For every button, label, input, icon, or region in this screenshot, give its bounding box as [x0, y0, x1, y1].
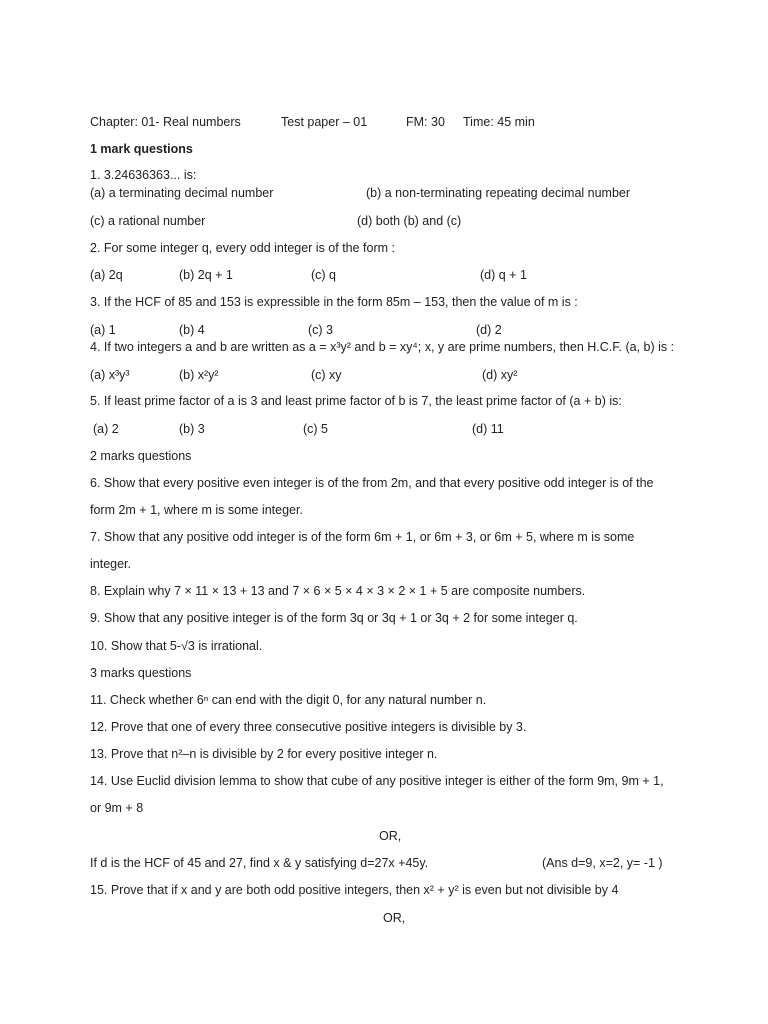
- section-heading-1-mark: 1 mark questions: [90, 142, 193, 156]
- question-7-line-2: integer.: [90, 557, 132, 571]
- question-3-option-d: (d) 2: [476, 323, 502, 337]
- section-heading-3-marks: 3 marks questions: [90, 666, 192, 680]
- question-2-option-a: (a) 2q: [90, 268, 123, 282]
- question-5-option-b: (b) 3: [179, 422, 205, 436]
- question-14-answer: (Ans d=9, x=2, y= -1 ): [542, 856, 663, 870]
- question-2-option-d: (d) q + 1: [480, 268, 527, 282]
- question-15-line-1: 15. Prove that if x and y are both odd positive integers, then x² + y² is even but not divisible by 4: [90, 883, 619, 897]
- question-8: 8. Explain why 7 × 11 × 13 + 13 and 7 × 6 × 5 × 4 × 3 × 2 × 1 + 5 are composite numbers.: [90, 584, 586, 598]
- question-5-option-c: (c) 5: [303, 422, 328, 436]
- question-4-stem: 4. If two integers a and b are written as a = x³y² and b = xy⁴; x, y are prime numbers, then H.C.F. (a, b) is :: [90, 340, 675, 354]
- question-3-option-b: (b) 4: [179, 323, 205, 337]
- question-4-option-a: (a) x³y³: [90, 368, 130, 382]
- question-4-option-d: (d) xy²: [482, 368, 518, 382]
- test-paper-number: Test paper – 01: [281, 115, 368, 129]
- question-15-or: OR,: [383, 911, 406, 925]
- question-4-option-b: (b) x²y²: [179, 368, 219, 382]
- question-3-option-c: (c) 3: [308, 323, 333, 337]
- question-5-option-d: (d) 11: [472, 422, 504, 436]
- question-6-line-2: form 2m + 1, where m is some integer.: [90, 503, 303, 517]
- question-5-option-a: (a) 2: [93, 422, 119, 436]
- question-1-option-d: (d) both (b) and (c): [357, 214, 462, 228]
- question-1-option-a: (a) a terminating decimal number: [90, 186, 274, 200]
- question-9: 9. Show that any positive integer is of the form 3q or 3q + 1 or 3q + 2 for some integer q.: [90, 611, 578, 625]
- section-heading-2-marks: 2 marks questions: [90, 449, 192, 463]
- question-14-alternative: If d is the HCF of 45 and 27, find x & y satisfying d=27x +45y.: [90, 856, 429, 870]
- chapter-title: Chapter: 01- Real numbers: [90, 115, 241, 129]
- question-4-option-c: (c) xy: [311, 368, 342, 382]
- question-12: 12. Prove that one of every three consecutive positive integers is divisible by 3.: [90, 720, 527, 734]
- question-14-line-1: 14. Use Euclid division lemma to show that cube of any positive integer is either of the form 9m, 9m + 1,: [90, 774, 664, 788]
- question-3-stem: 3. If the HCF of 85 and 153 is expressible in the form 85m – 153, then the value of m is :: [90, 295, 578, 309]
- question-5-stem: 5. If least prime factor of a is 3 and least prime factor of b is 7, the least prime factor of (a + b) is:: [90, 394, 622, 408]
- question-1-stem: 1. 3.24636363... is:: [90, 168, 197, 182]
- question-14-or: OR,: [379, 829, 402, 843]
- question-7-line-1: 7. Show that any positive odd integer is of the form 6m + 1, or 6m + 3, or 6m + 5, where m is some: [90, 530, 635, 544]
- question-3-option-a: (a) 1: [90, 323, 116, 337]
- question-2-stem: 2. For some integer q, every odd integer is of the form :: [90, 241, 396, 255]
- question-14-line-2: or 9m + 8: [90, 801, 144, 815]
- question-1-option-c: (c) a rational number: [90, 214, 206, 228]
- question-2-option-b: (b) 2q + 1: [179, 268, 233, 282]
- question-2-option-c: (c) q: [311, 268, 336, 282]
- question-13: 13. Prove that n²–n is divisible by 2 for every positive integer n.: [90, 747, 438, 761]
- question-6-line-1: 6. Show that every positive even integer is of the from 2m, and that every positive odd integer is of the: [90, 476, 654, 490]
- question-1-option-b: (b) a non-terminating repeating decimal number: [366, 186, 631, 200]
- question-10: 10. Show that 5-√3 is irrational.: [90, 639, 263, 653]
- time-limit: Time: 45 min: [463, 115, 535, 129]
- full-marks: FM: 30: [406, 115, 445, 129]
- question-11: 11. Check whether 6ⁿ can end with the digit 0, for any natural number n.: [90, 693, 487, 707]
